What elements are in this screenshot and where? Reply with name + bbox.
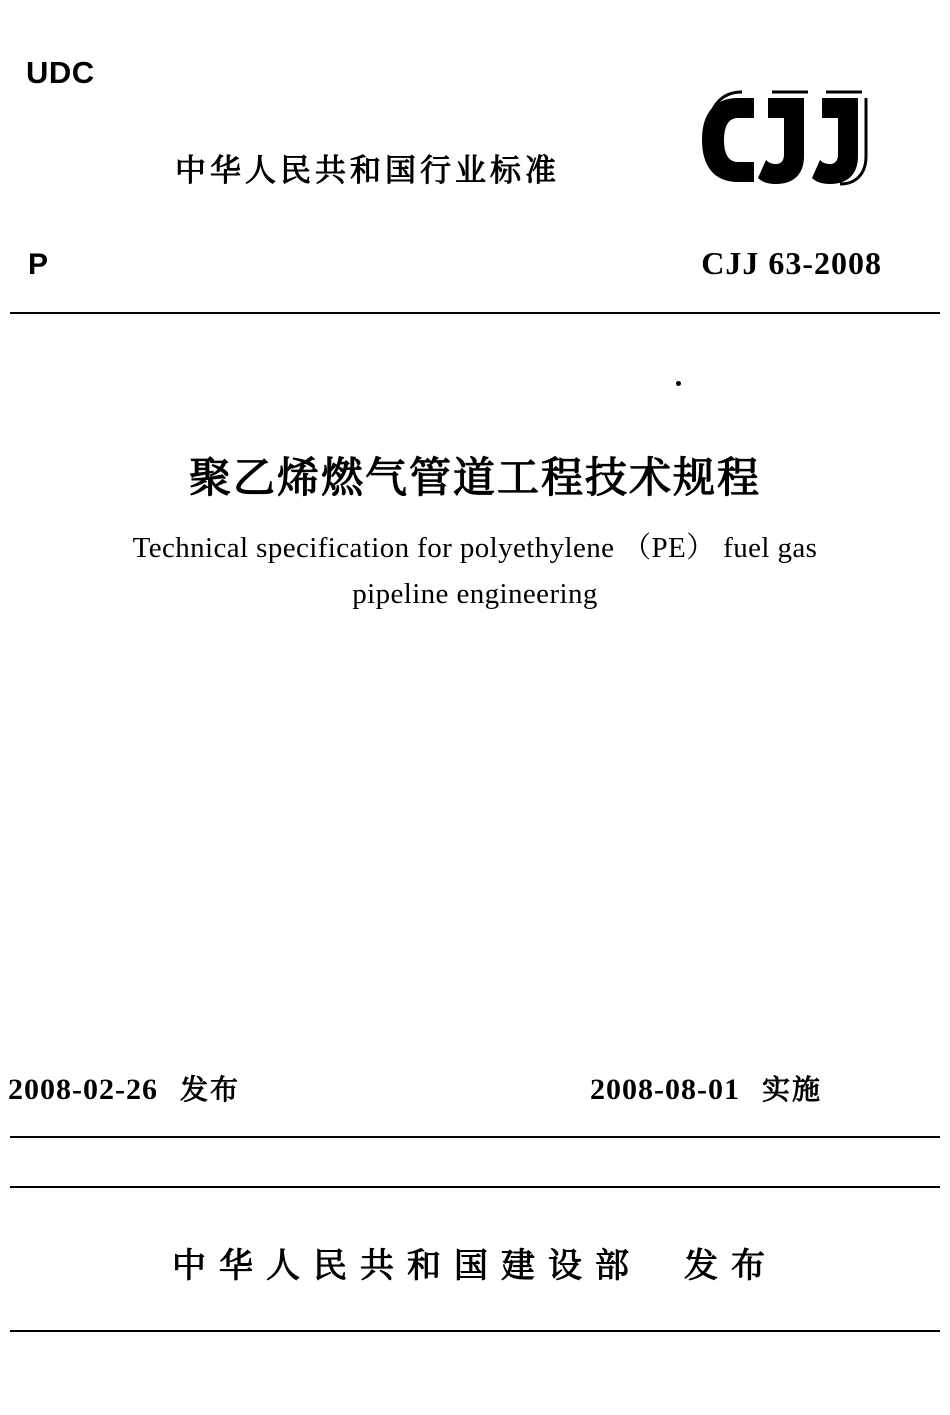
effective-date-block xyxy=(590,1068,822,1108)
issue-date: 2008-02-26 xyxy=(8,1073,158,1106)
udc-label: UDC xyxy=(26,55,95,90)
publisher-line xyxy=(0,1238,950,1287)
effective-date: 2008-08-01 xyxy=(590,1073,740,1106)
divider-top xyxy=(10,312,940,314)
effective-date-word: 实施 xyxy=(761,1073,822,1106)
publisher-name: 中华人民共和国建设部 xyxy=(172,1246,642,1286)
standard-code: CJJ 63-2008 xyxy=(701,245,882,281)
classification-label: P xyxy=(28,248,49,281)
date-row xyxy=(0,1068,950,1112)
divider-bottom xyxy=(10,1136,940,1138)
cjj-logo xyxy=(698,90,888,190)
publisher-verb: 发布 xyxy=(684,1246,778,1286)
title-english-line1: Technical specification for polyethylene （PE） fuel gas xyxy=(132,532,818,564)
divider-footer-top xyxy=(10,1186,940,1188)
title-english-line2: pipeline engineering xyxy=(352,578,598,611)
divider-footer-bottom xyxy=(10,1330,940,1332)
ministry-standard-line: 中华人民共和国行业标准 xyxy=(175,153,560,189)
title-english xyxy=(0,525,950,618)
printing-dot-mark xyxy=(676,381,681,386)
issue-date-block xyxy=(8,1068,240,1108)
issue-date-word: 发布 xyxy=(179,1073,240,1106)
title-chinese: 聚乙烯燃气管道工程技术规程 xyxy=(188,453,761,502)
